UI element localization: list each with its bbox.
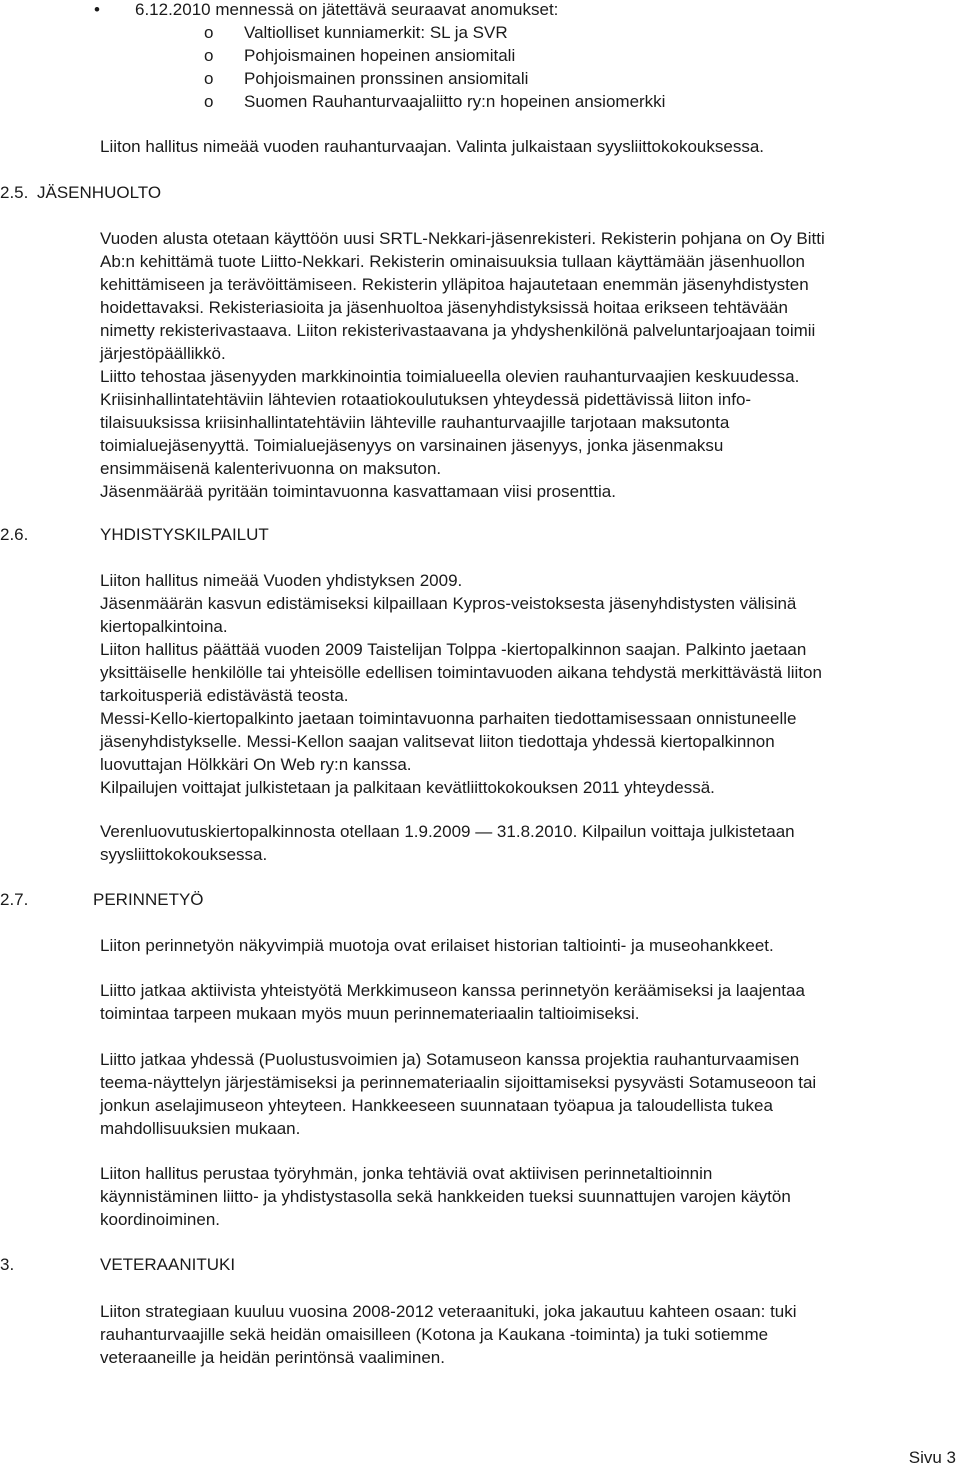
text-line: yksittäiselle henkilölle tai yhteisölle edellisen toimintavuoden aikana tehdystä merkittävästä liiton [100,663,822,682]
page-number: Sivu 3 [908,1448,956,1467]
text-line: Jäsenmäärän kasvun edistämiseksi kilpaillaan Kypros-veistoksesta jäsenyhdistysten välisinä [100,594,797,613]
text-line: Liitto tehostaa jäsenyyden markkinointia toimialueella olevien rauhanturvaajien keskuudessa. [100,367,800,386]
section-paragraph [100,1048,950,1140]
section-paragraph [100,979,950,1025]
text-line: Liiton perinnetyön näkyvimpiä muotoja ovat erilaiset historian taltiointi- ja museohankkeet. [100,936,774,955]
text-line: Liitto jatkaa yhdessä (Puolustusvoimien ja) Sotamuseon kanssa projektia rauhanturvaamisen [100,1050,800,1069]
text-line: nimetty rekisterivastaava. Liiton rekisterivastaavana ja yhdyshenkilönä palveluntarjoajaan toimii [100,321,816,340]
sub-list-text: Valtiolliset kunniamerkit: SL ja SVR [244,23,508,42]
text-line: koordinoiminen. [100,1210,221,1229]
text-line: Kriisinhallintatehtäviin lähtevien rotaatiokoulutuksen yhteydessä pidettävissä liiton info- [100,390,752,409]
text-line: kiertopalkintoina. [100,617,228,636]
text-line: luovuttajan Hölkkäri On Web ry:n kanssa. [100,755,412,774]
section-body-yhdistyskilpailut-extra [100,820,950,866]
text-line: mahdollisuuksien mukaan. [100,1119,301,1138]
text-line: käynnistäminen liitto- ja yhdistystasolla sekä hankkeiden tueksi suunnattujen varojen käytön [100,1187,791,1206]
text-line: Ab:n kehittämä tuote Liitto-Nekkari. Rekisterin ominaisuuksia tullaan käyttämään jäsenhuollon [100,252,805,271]
section-number: 2.7. [0,890,29,909]
text-line: toimialuejäsenyyttä. Toimialuejäsenyys on varsinainen jäsenyys, jonka jäsenmaksu [100,436,724,455]
text-line: Verenluovutuskiertopalkinnosta otellaan 1.9.2009 — 31.8.2010. Kilpailun voittaja julkistetaan [100,822,795,841]
text-line: Liiton hallitus perustaa työryhmän, jonka tehtäviä ovat aktiivisen perinnetaltioinnin [100,1164,713,1183]
text-line: ensimmäisenä kalenterivuonna on maksuton. [100,459,442,478]
section-number: 3. [0,1255,15,1274]
section-number: 2.6. [0,525,29,544]
text-line: rauhanturvaajille sekä heidän omaisilleen (Kotona ja Kaukana -toiminta) ja tuki sotiemme [100,1325,769,1344]
text-line: toimintaa tarpeen mukaan myös muun perinnemateriaalin taltioimiseksi. [100,1004,640,1023]
section-title: JÄSENHUOLTO [37,183,162,202]
text-line: veteraaneille ja heidän perintönsä vaaliminen. [100,1348,445,1367]
text-line: Jäsenmäärää pyritään toimintavuonna kasvattamaan viisi prosenttia. [100,482,616,501]
sub-list-marker: o [204,23,214,42]
text-line: tarkoitusperiä edistävästä teosta. [100,686,349,705]
text-line: jäsenyhdistykselle. Messi-Kellon saajan valitsevat liiton tiedottaja yhdessä kiertopalkinnon [100,732,775,751]
sub-list-marker: o [204,69,214,88]
sub-list-text: Pohjoismainen pronssinen ansiomitali [244,69,529,88]
sub-list-marker: o [204,92,214,111]
text-line: kehittämiseen ja terävöittämiseen. Rekisterin ylläpitoa hajautetaan enemmän jäsenyhdistysten [100,275,809,294]
text-line: Vuoden alusta otetaan käyttöön uusi SRTL-Nekkari-jäsenrekisteri. Rekisterin pohjana on Oy Bitti [100,229,825,248]
section-number: 2.5. [0,183,29,202]
intro-paragraph [100,135,950,158]
section-title: VETERAANITUKI [100,1255,236,1274]
section-paragraph [100,934,950,957]
section-paragraph [100,1162,950,1231]
text-line: jonkun aselajimuseon yhteyteen. Hankkeeseen suunnataan työapua ja taloudellista tukea [100,1096,773,1115]
text-line: Messi-Kello-kiertopalkinto jaetaan toimintavuonna parhaiten tiedottamisessaan onnistuneelle [100,709,797,728]
bullet-text: 6.12.2010 mennessä on jätettävä seuraavat anomukset: [135,0,559,19]
text-line: Liiton hallitus nimeää vuoden rauhanturvaajan. Valinta julkaistaan syysliittokokouksessa. [100,137,765,156]
text-line: Liiton hallitus päättää vuoden 2009 Taistelijan Tolppa -kiertopalkinnon saajan. Palkinto jaetaan [100,640,807,659]
text-line: Liitto jatkaa aktiivista yhteistyötä Merkkimuseon kanssa perinnetyön keräämiseksi ja laajentaa [100,981,805,1000]
bullet-marker: • [94,0,100,19]
text-line: Liiton hallitus nimeää Vuoden yhdistyksen 2009. [100,571,463,590]
section-body-jasenhuolto [100,227,950,503]
section-body-yhdistyskilpailut [100,569,950,799]
section-body-veteraanituki [100,1300,950,1369]
text-line: Kilpailujen voittajat julkistetaan ja palkitaan kevätliittokokouksen 2011 yhteydessä. [100,778,715,797]
text-line: hoidettavaksi. Rekisteriasioita ja jäsenhuoltoa jäsenyhdistyksissä hoitaa erikseen tehtävään [100,298,788,317]
sub-list-text: Suomen Rauhanturvaajaliitto ry:n hopeinen ansiomerkki [244,92,666,111]
text-line: Liiton strategiaan kuuluu vuosina 2008-2012 veteraanituki, joka jakautuu kahteen osaan: tuki [100,1302,797,1321]
text-line: syysliittokokouksessa. [100,845,268,864]
text-line: järjestöpäällikkö. [100,344,226,363]
text-line: teema-näyttelyn järjestämiseksi ja perinnemateriaalin sijoittamiseksi pysyvästi Sotamuseoon tai [100,1073,817,1092]
sub-list-marker: o [204,46,214,65]
text-line: tilaisuuksissa kriisinhallintatehtäviin lähteville rauhanturvaajille tarjotaan maksutonta [100,413,730,432]
section-title: PERINNETYÖ [93,890,204,909]
section-title: YHDISTYSKILPAILUT [100,525,269,544]
sub-list-text: Pohjoismainen hopeinen ansiomitali [244,46,516,65]
